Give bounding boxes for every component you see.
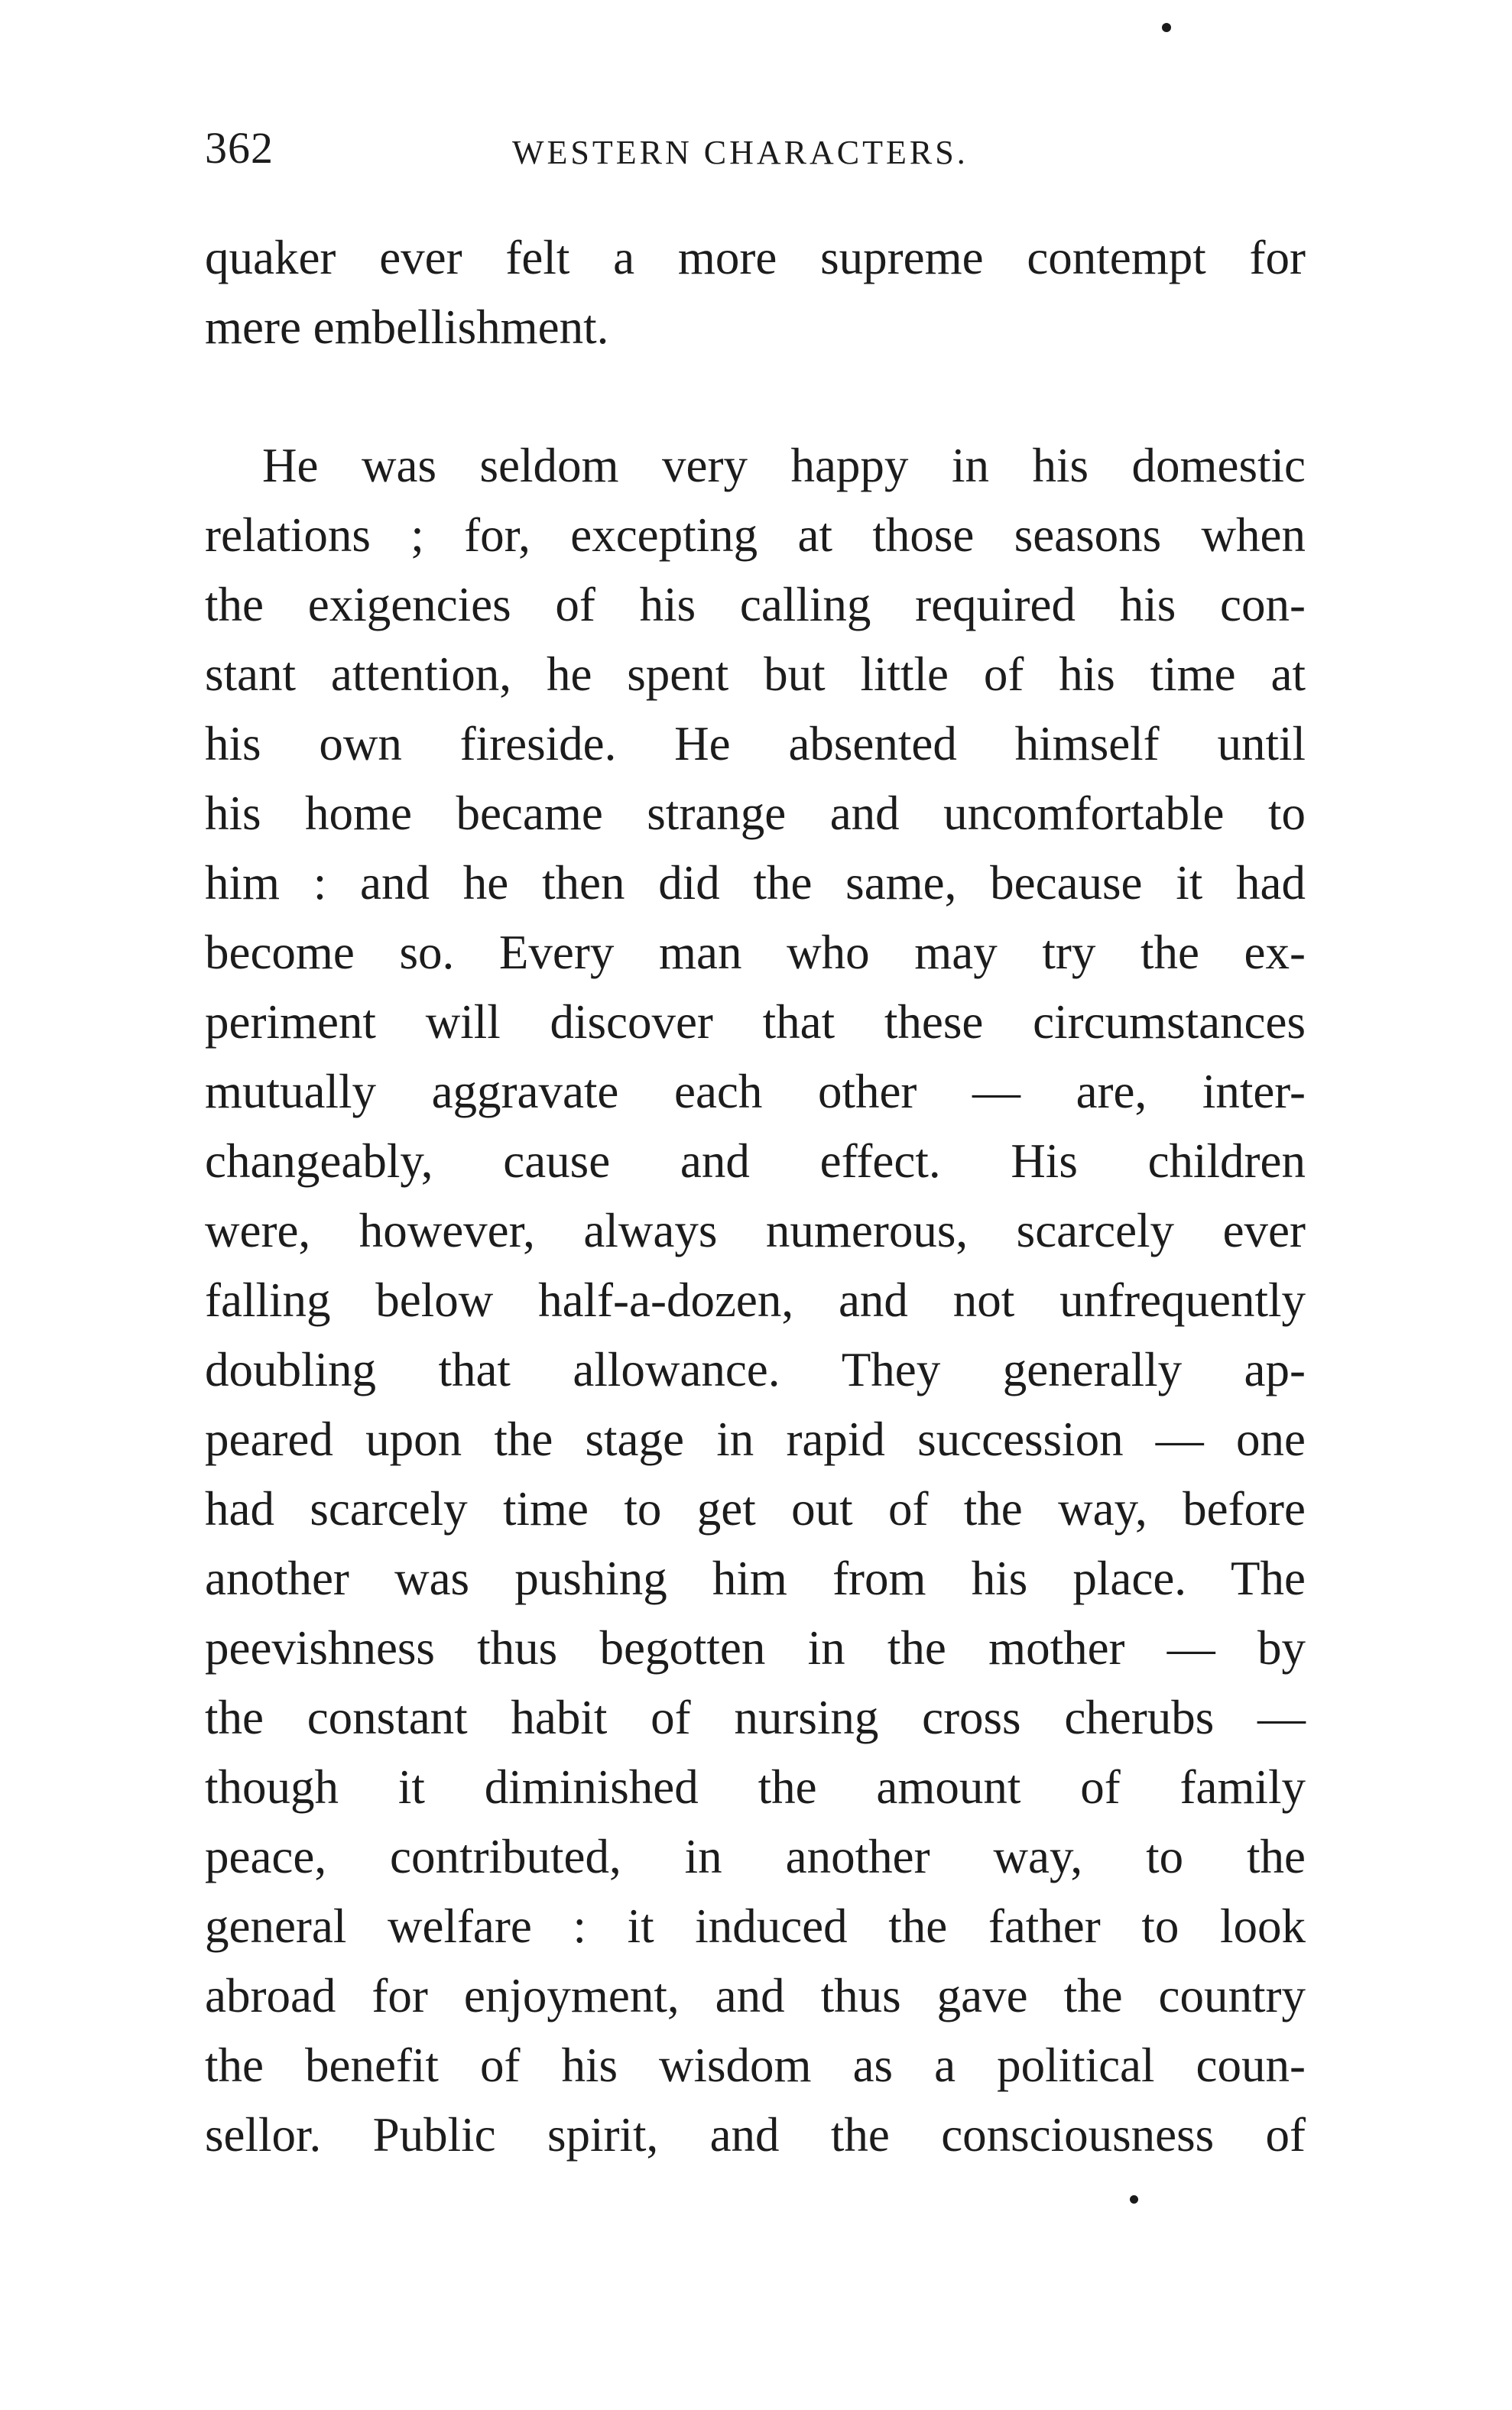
text-line: quaker ever felt a more supreme contempt for [205,231,1306,284]
text-line: become so. Every man who may try the ex- [205,926,1306,979]
text-line: his own fireside. He absented himself until [205,717,1306,770]
paragraph-2 [205,431,1306,2170]
text-line: sellor. Public spirit, and the consciousness of [205,2108,1306,2162]
text-line: peared upon the stage in rapid succession — one [205,1413,1306,1466]
text-line: him : and he then did the same, because it had [205,856,1306,910]
text-line: mere embellishment. [205,300,609,354]
text-line: changeably, cause and effect. His children [205,1134,1306,1188]
paragraph-1 [205,223,1306,362]
running-head: WESTERN CHARACTERS. [512,134,969,171]
text-line: though it diminished the amount of family [205,1760,1306,1814]
text-line: another was pushing him from his place. The [205,1552,1306,1605]
text-line: peevishness thus begotten in the mother — by [205,1621,1306,1675]
text-line: had scarcely time to get out of the way, before [205,1482,1306,1536]
text-line: the constant habit of nursing cross cherubs — [205,1691,1306,1744]
text-line: stant attention, he spent but little of his time at [205,647,1306,701]
page-header [205,122,1306,183]
paragraph-gap [205,362,1306,431]
text-line: the exigencies of his calling required his con- [205,578,1306,631]
text-line: the benefit of his wisdom as a political coun- [205,2039,1306,2092]
text-line: periment will discover that these circumstances [205,995,1306,1049]
body-text [205,223,1306,2170]
text-line: general welfare : it induced the father to look [205,1899,1306,1953]
text-line: his home became strange and uncomfortable to [205,787,1306,840]
text-line: He was seldom very happy in his domestic [262,439,1306,492]
text-line: doubling that allowance. They generally ap- [205,1343,1306,1396]
ink-speck-top [1162,23,1171,32]
text-line: falling below half-a-dozen, and not unfrequently [205,1273,1306,1327]
text-line: mutually aggravate each other — are, inter- [205,1065,1306,1118]
page-number: 362 [205,123,274,173]
text-line: peace, contributed, in another way, to the [205,1830,1306,1883]
ink-speck-bottom [1130,2195,1138,2204]
text-line: abroad for enjoyment, and thus gave the country [205,1969,1306,2022]
text-line: were, however, always numerous, scarcely ever [205,1204,1306,1257]
text-line: relations ; for, excepting at those seasons when [205,508,1306,562]
